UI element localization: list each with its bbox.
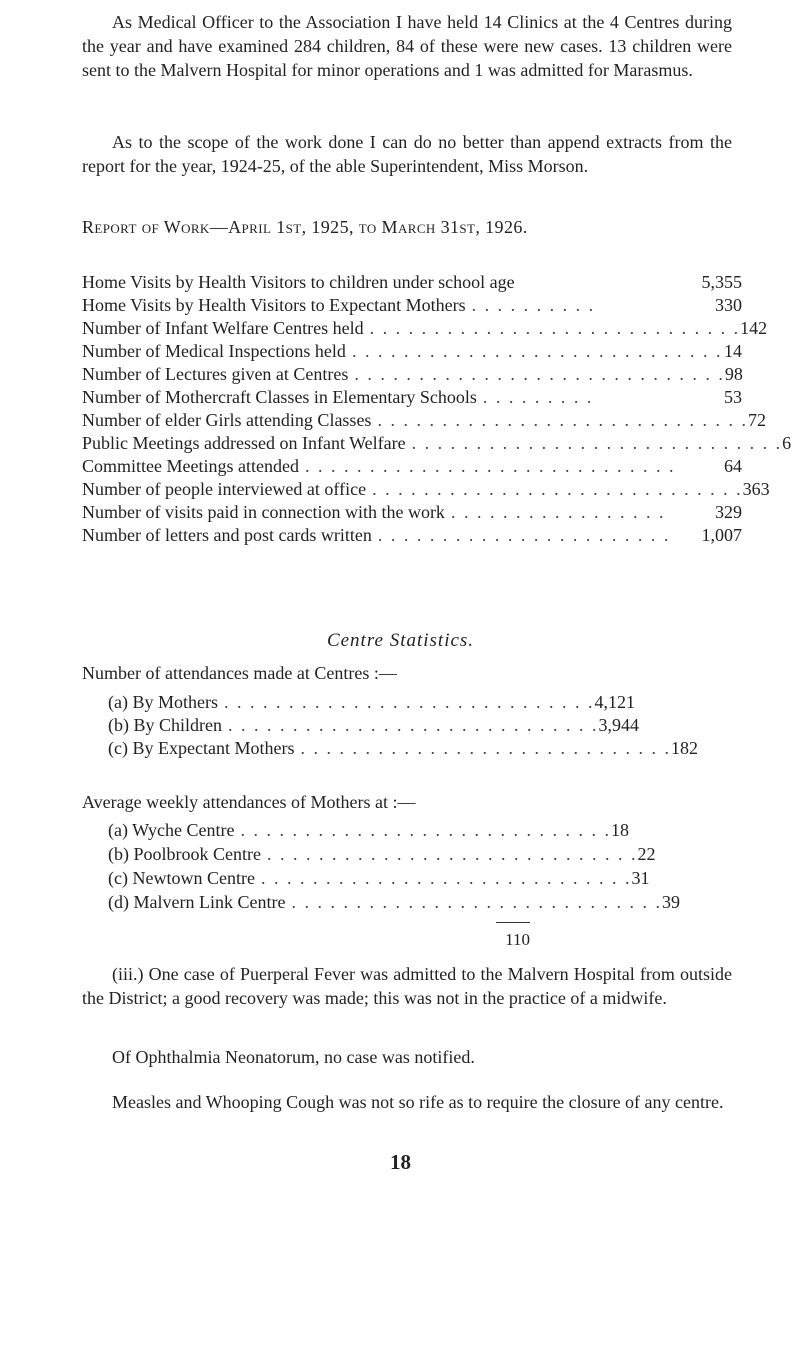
- stat-row: Home Visits by Health Visitors to Expectant Mothers . . . . . . . . . . 330: [82, 295, 742, 315]
- attendance-row: (b) By Children . . . . . . . . . . . . . . . . . . . . . . . . . . . . . 3,944: [108, 715, 639, 735]
- stat-row: Number of people interviewed at office . . . . . . . . . . . . . . . . . . . . . . . . . . . . . 363: [82, 479, 770, 499]
- stat-row: Number of Infant Welfare Centres held . . . . . . . . . . . . . . . . . . . . . . . . . . . . . 142: [82, 318, 768, 338]
- stat-row: Public Meetings addressed on Infant Welfare . . . . . . . . . . . . . . . . . . . . . . . . . . . . . 6: [82, 433, 792, 453]
- intro-paragraph: As Medical Officer to the Association I have held 14 Clinics at the 4 Centres during the year and have examined 284 children, 84 of these were new cases. 13 children were sent to the Malvern Hospital for minor operations and 1 was admitted for Marasmus.: [82, 12, 732, 80]
- stat-row: Number of elder Girls attending Classes . . . . . . . . . . . . . . . . . . . . . . . . . . . . . 72: [82, 410, 766, 430]
- ophthalmia-paragraph: Of Ophthalmia Neonatorum, no case was notified.: [112, 1047, 475, 1067]
- weekly-heading: Average weekly attendances of Mothers at :—: [82, 792, 416, 812]
- stat-row: Number of visits paid in connection with the work . . . . . . . . . . . . . . . . . 329: [82, 502, 742, 522]
- weekly-row: (a) Wyche Centre . . . . . . . . . . . . . . . . . . . . . . . . . . . . . 18: [108, 820, 630, 840]
- stat-row: Home Visits by Health Visitors to children under school age 5,355: [82, 272, 742, 292]
- weekly-row: (c) Newtown Centre . . . . . . . . . . . . . . . . . . . . . . . . . . . . . 31: [108, 868, 650, 888]
- total-rule: [496, 922, 530, 923]
- measles-paragraph: Measles and Whooping Cough was not so rife as to require the closure of any centre.: [112, 1092, 724, 1112]
- attendance-row: (c) By Expectant Mothers . . . . . . . . . . . . . . . . . . . . . . . . . . . . . 182: [108, 738, 698, 758]
- stat-row: Number of Mothercraft Classes in Elementary Schools . . . . . . . . . 53: [82, 387, 742, 407]
- report-heading: Report of Work—April 1st, 1925, to March 31st, 1926.: [82, 217, 528, 237]
- puerperal-paragraph: (iii.) One case of Puerperal Fever was admitted to the Malvern Hospital from outside the District; a good recovery was made; this was not in the practice of a midwife.: [82, 964, 732, 1008]
- weekly-total: 110: [505, 930, 530, 949]
- centre-statistics-title: Centre Statistics.: [326, 630, 475, 651]
- stat-row: Committee Meetings attended . . . . . . . . . . . . . . . . . . . . . . . . . . . . . 64: [82, 456, 742, 476]
- stat-row: Number of Medical Inspections held . . . . . . . . . . . . . . . . . . . . . . . . . . . . . 14: [82, 341, 742, 361]
- attendances-heading: Number of attendances made at Centres :—: [82, 663, 397, 683]
- weekly-row: (b) Poolbrook Centre . . . . . . . . . . . . . . . . . . . . . . . . . . . . . 22: [108, 844, 656, 864]
- scope-paragraph: As to the scope of the work done I can do no better than append extracts from the report for the year, 1924-25, of the able Superintendent, Miss Morson.: [82, 132, 732, 176]
- page-number: 18: [390, 1150, 411, 1174]
- stat-row: Number of letters and post cards written . . . . . . . . . . . . . . . . . . . . . . . 1,007: [82, 525, 742, 545]
- weekly-row: (d) Malvern Link Centre . . . . . . . . . . . . . . . . . . . . . . . . . . . . . 39: [108, 892, 680, 912]
- stat-row: Number of Lectures given at Centres . . . . . . . . . . . . . . . . . . . . . . . . . . . . . 98: [82, 364, 743, 384]
- attendance-row: (a) By Mothers . . . . . . . . . . . . . . . . . . . . . . . . . . . . . 4,121: [108, 692, 635, 712]
